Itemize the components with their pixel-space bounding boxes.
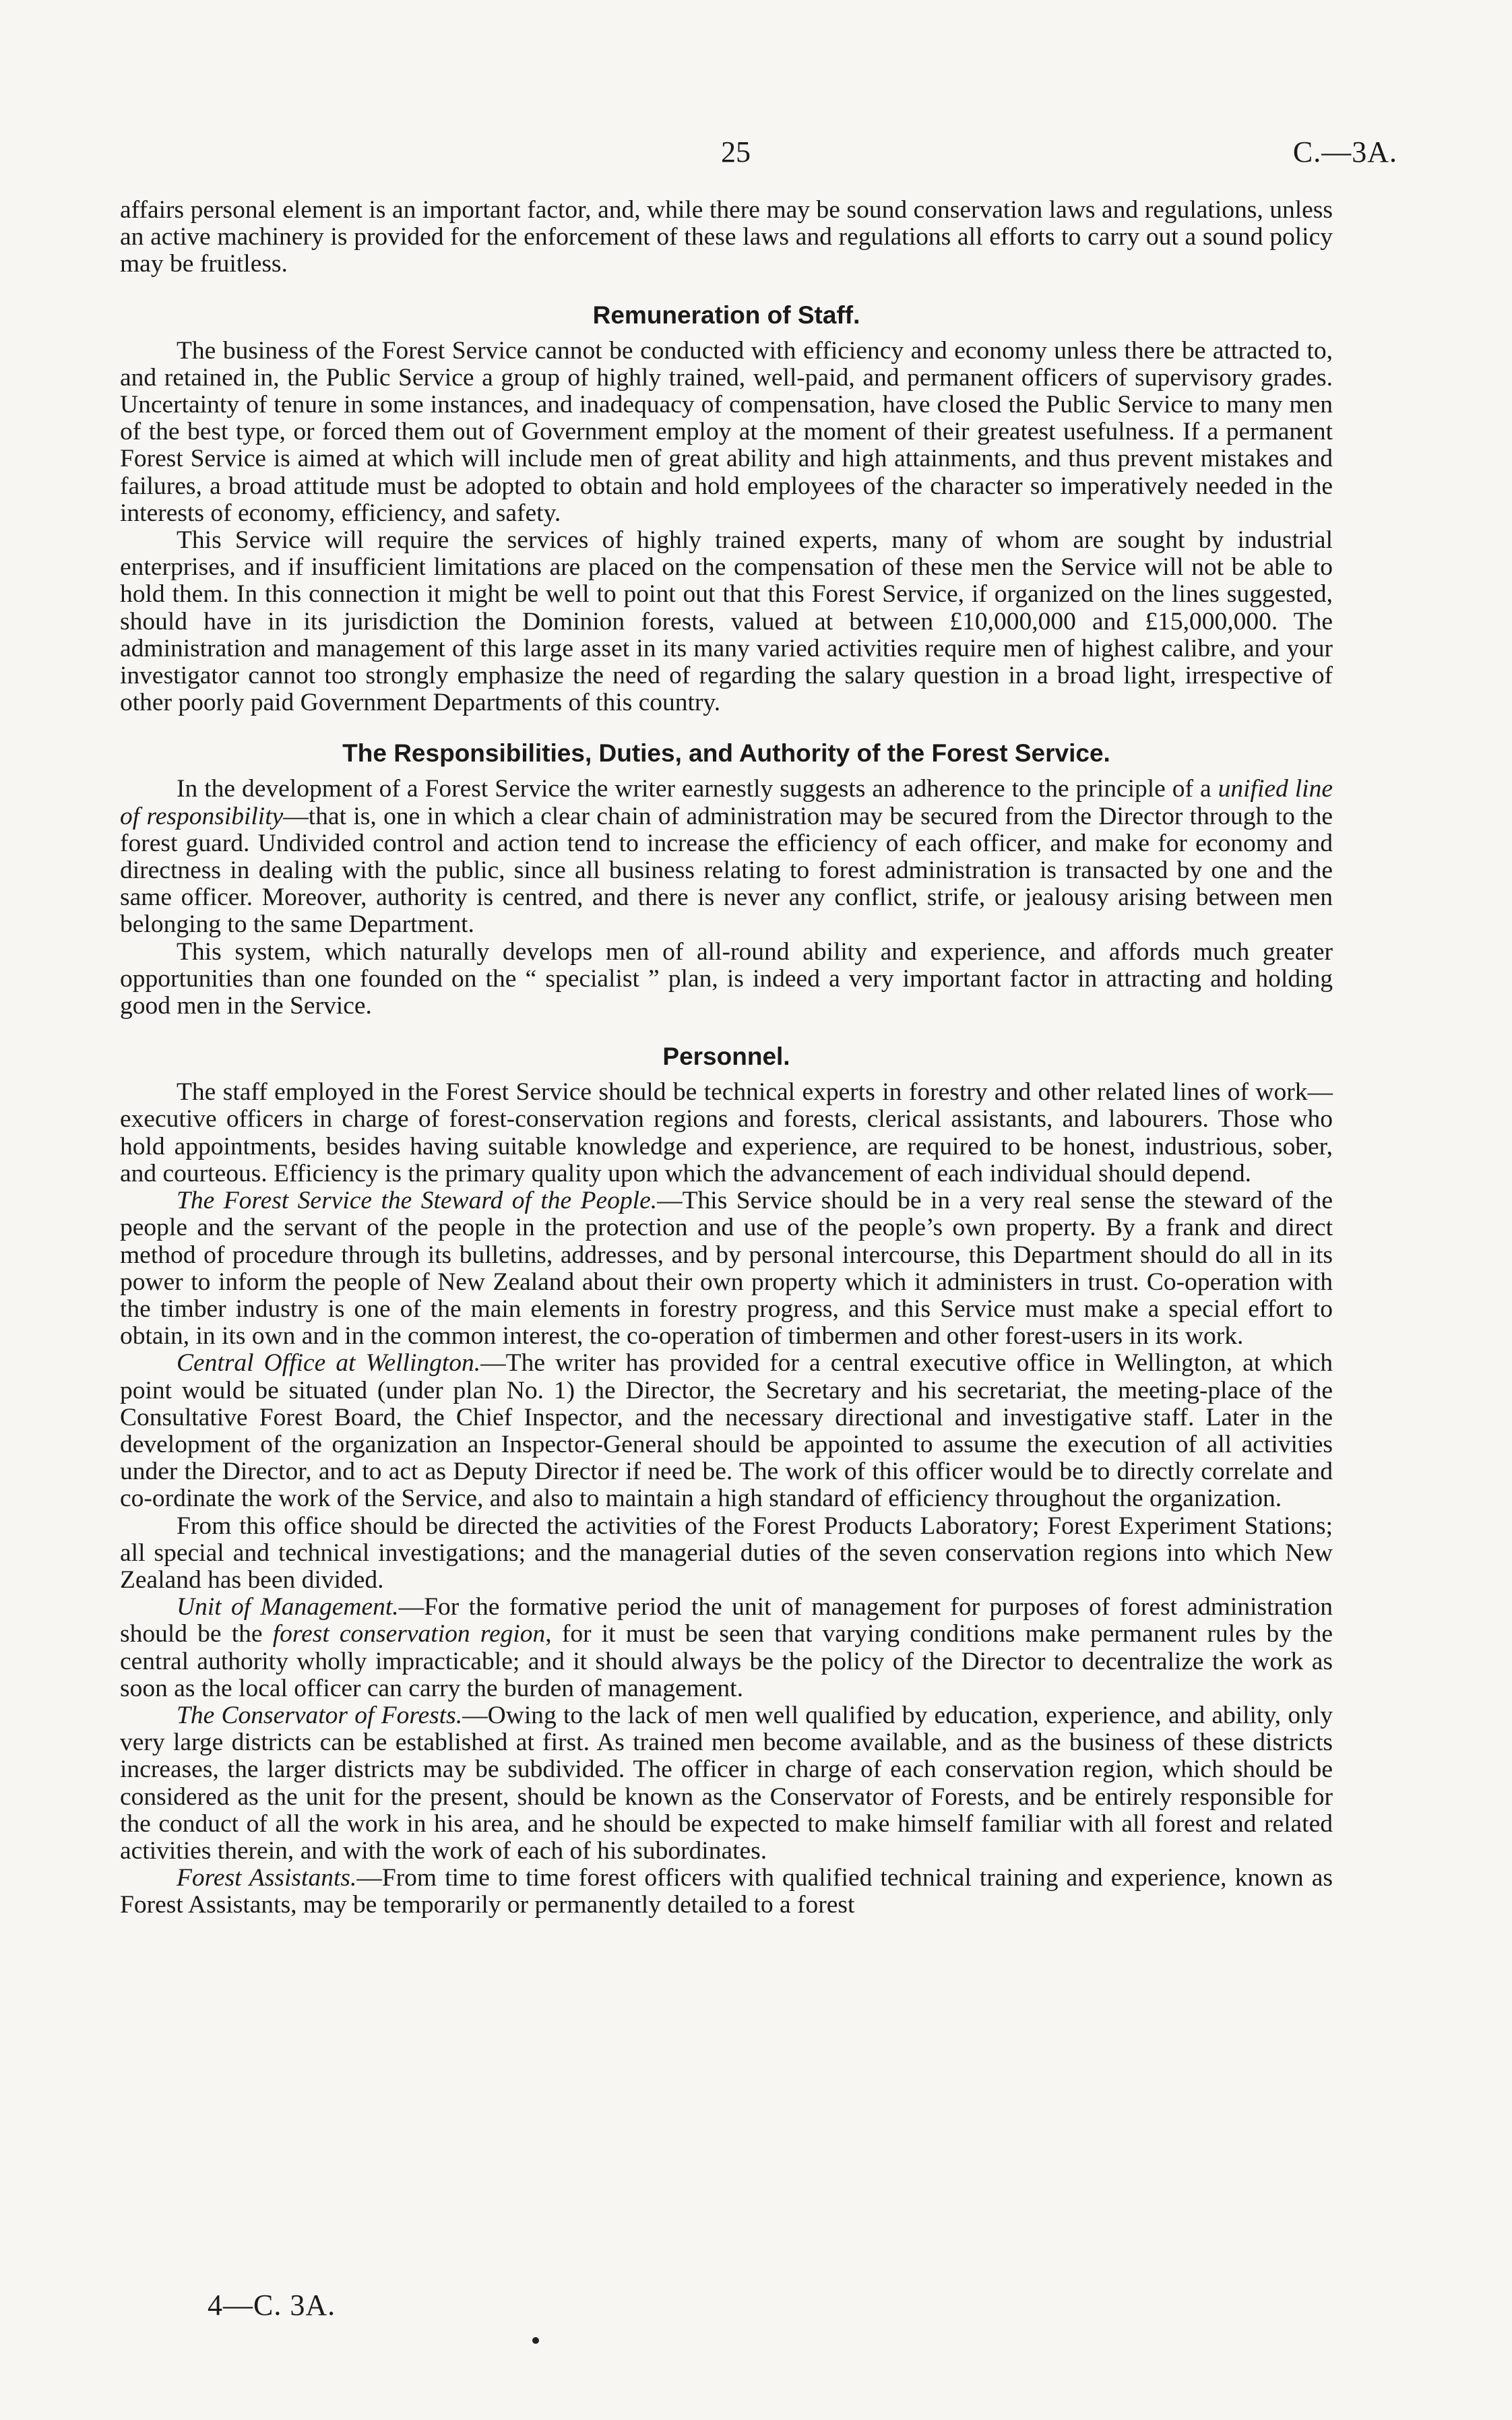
text-run: —This Service should be in a very real sense the steward of the people and the servant of the people in the protection and use of the people’s own property. By a frank and direct method of procedure through its bulletins, addresses, and by personal intercourse, this Department should do all in its power to inform the people of New Zealand about their own property which it administers in trust. Co-operation with the timber industry is one of the main elements in forestry progress, and this Service must make a special effort to obtain, in its own and in the common interest, the co-operation of timbermen and other forest-users in its work. [120, 1187, 1333, 1351]
paragraph [120, 1702, 1333, 1865]
italic-term: unified line of responsibility [120, 775, 1333, 830]
text-run: —For the formative period the unit of management for purposes of forest administration should be the [120, 1593, 1333, 1648]
paragraph [120, 776, 1333, 938]
paragraph: The business of the Forest Service cannot be conducted with efficiency and economy unless there be attracted to, and retained in, the Public Service a group of highly trained, well-paid, and permanent officers of supervisory grades. Uncertainty of tenure in some instances, and inadequacy of compensation, have closed the Public Service to many men of the best type, or forced them out of Government employ at the moment of their greatest usefulness. If a permanent Forest Service is aimed at which will include men of great ability and high attainments, and thus prevent mistakes and failures, a broad attitude must be adopted to obtain and hold employees of the character so imperatively needed in the interests of economy, efficiency, and safety. [120, 336, 1333, 527]
text-run: —Owing to the lack of men well qualified by education, experience, and ability, only very large districts can be established at first. As trained men become available, and as the business of these districts increases, the larger districts may be subdivided. The officer in charge of each conservation region, which should be considered as the unit for the present, should be known as the Conservator of Forests, and be entirely responsible for the conduct of all the work in his area, and he should be expected to make himself familiar with all forest and related activities therein, and with the work of each of his subordinates. [120, 1701, 1333, 1865]
paragraph [120, 1594, 1333, 1702]
page-number: 25 [721, 135, 751, 168]
document-reference: C.—3A. [1292, 135, 1397, 168]
paragraph [120, 1865, 1333, 1919]
text-run: In the development of a Forest Service the writer earnestly suggests an adherence to the principle of a [177, 775, 1218, 803]
paragraph: This Service will require the services of highly trained experts, many of whom are sought by industrial enterprises, and if insufficient limitations are placed on the compensation of these men the Service will not be able to hold them. In this connection it might be well to point out that this Forest Service, if organized on the lines suggested, should have in its jurisdiction the Dominion forests, valued at between £10,000,000 and £15,000,000. The administration and management of this large asset in its many varied activities require men of highest calibre, and your investigator cannot too strongly emphasize the need of regarding the salary question in a broad light, irrespective of other poorly paid Government Departments of this country. [120, 526, 1333, 717]
italic-term: forest conservation region [272, 1620, 546, 1648]
paragraph: From this office should be directed the activities of the Forest Products Laboratory; Forest Experiment Stations; all special and technical investigations; and the managerial duties of the seven conservation regions into which New Zealand has been divided. [120, 1512, 1333, 1594]
document-body [120, 197, 1333, 1919]
paragraph: This system, which naturally develops men of all-round ability and experience, and affords much greater opportunities than one founded on the “ specialist ” plan, is indeed a very important factor in attracting and holding good men in the Service. [120, 937, 1333, 1020]
paragraph: The staff employed in the Forest Service should be technical experts in forestry and other related lines of work—executive officers in charge of forest-conservation regions and forests, clerical assistants, and labourers. Those who hold appointments, besides having suitable knowledge and experience, are required to be honest, industrious, sober, and courteous. Efficiency is the primary quality upon which the advancement of each individual should depend. [120, 1078, 1333, 1187]
printer-signature: 4—C. 3A. [208, 2289, 336, 2322]
italic-subheading: The Forest Service the Steward of the People. [177, 1187, 658, 1215]
paragraph [120, 1187, 1333, 1350]
text-run: —that is, one in which a clear chain of administration may be secured from the Director through to the forest guard. Undivided control and action tend to increase the efficiency of each officer, and make for economy and directness in dealing with the public, since all business relating to forest administration is transacted by one and the same officer. Moreover, authority is centred, and there is never any conflict, strife, or jealousy arising between men belonging to the same Department. [120, 802, 1333, 939]
printing-mark [532, 2337, 539, 2344]
italic-subheading: Unit of Management. [177, 1593, 399, 1621]
text-run: , for it must be seen that varying conditions make permanent rules by the central authority wholly impracticable; and it should always be the policy of the Director to decentralize the work as soon as the local officer can carry the burden of management. [120, 1620, 1333, 1702]
italic-subheading: The Conservator of Forests. [177, 1701, 463, 1729]
section-heading-remuneration: Remuneration of Staff. [592, 301, 860, 329]
text-run: —From time to time forest officers with qualified technical training and experience, known as Forest Assistants, may be temporarily or permanently detailed to a forest [120, 1864, 1333, 1919]
italic-subheading: Forest Assistants. [177, 1864, 357, 1892]
italic-subheading: Central Office at Wellington. [177, 1349, 481, 1377]
section-heading-responsibilities: The Responsibilities, Duties, and Authority of the Forest Service. [342, 739, 1110, 768]
text-run: —The writer has provided for a central executive office in Wellington, at which point would be situated (under plan No. 1) the Director, the Secretary and his secretariat, the meeting-place of the Consultative Forest Board, the Chief Inspector, and the necessary directional and investigative staff. Later in the development of the organization an Inspector-General should be appointed to assume the execution of all activities under the Director, and to act as Deputy Director if need be. The work of this officer would be to directly correlate and co-ordinate the work of the Service, and also to maintain a high standard of efficiency throughout the organization. [120, 1349, 1333, 1513]
intro-paragraph: affairs personal element is an important factor, and, while there may be sound conservation laws and regulations, unless an active machinery is provided for the enforcement of these laws and regulations all efforts to carry out a sound policy may be fruitless. [120, 196, 1333, 278]
section-heading-personnel: Personnel. [662, 1043, 790, 1071]
page-header [121, 135, 1397, 168]
paragraph [120, 1350, 1333, 1512]
